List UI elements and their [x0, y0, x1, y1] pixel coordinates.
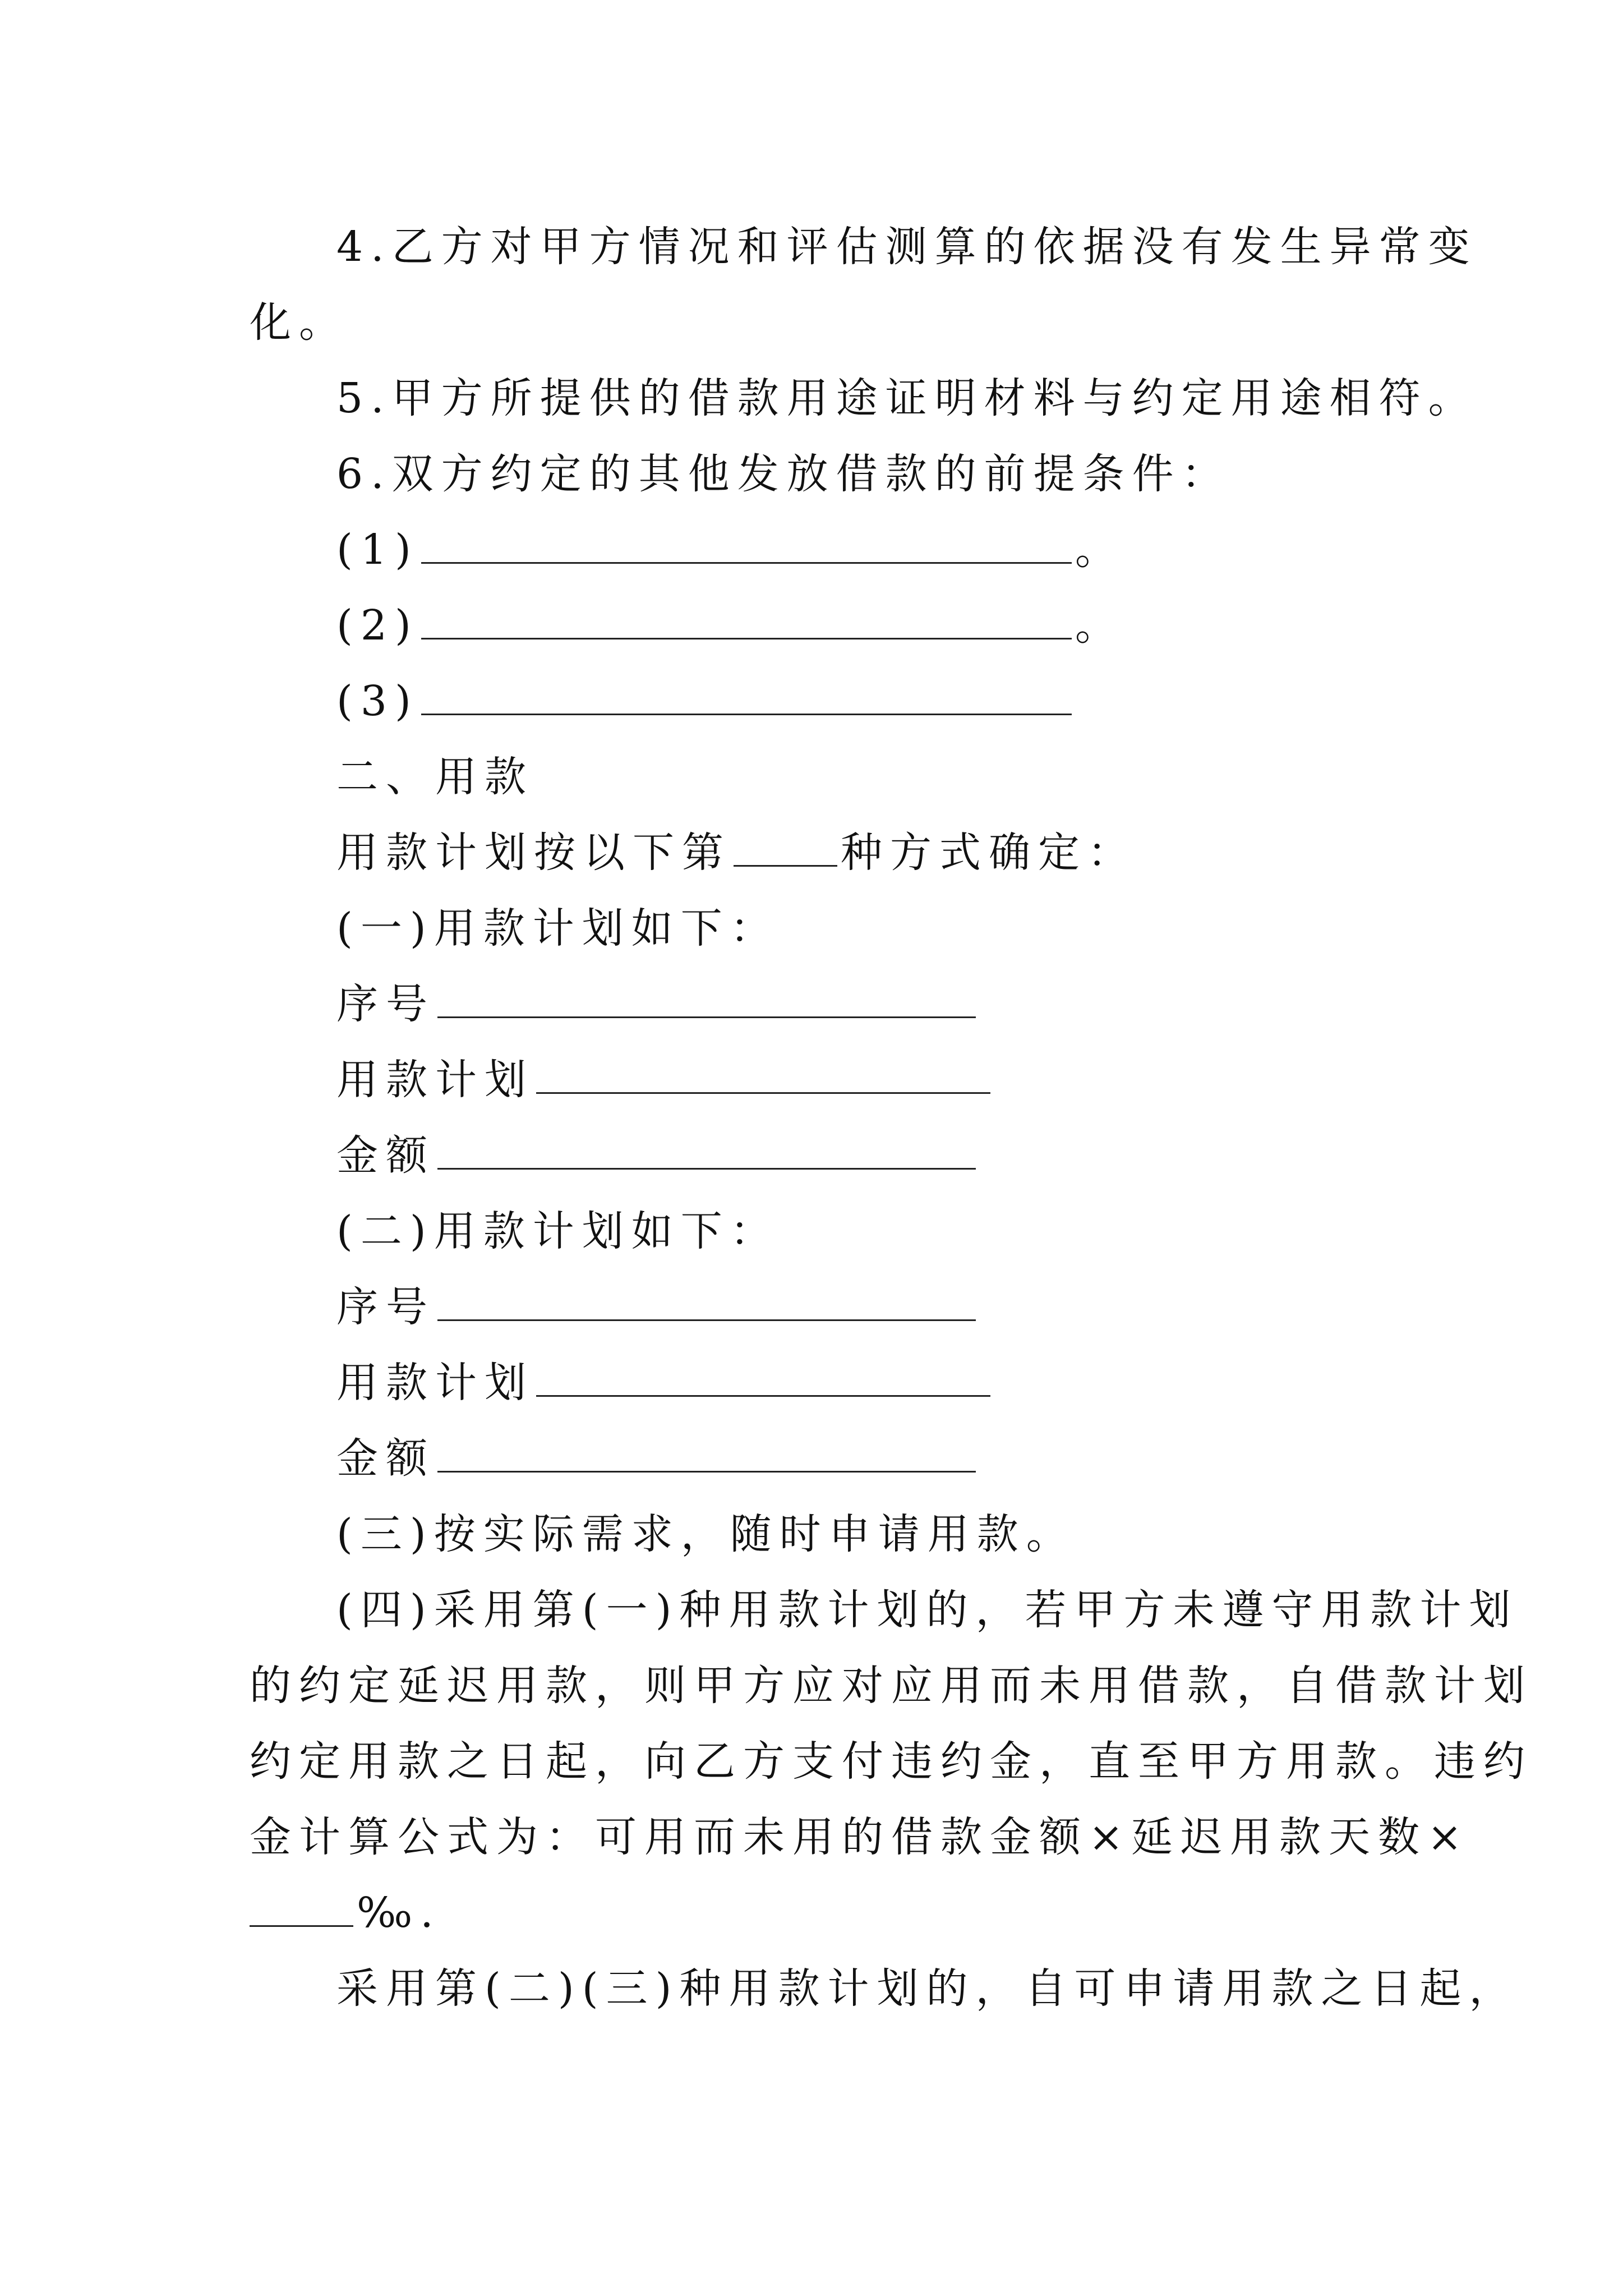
p5-line-1 [0, 1955, 1623, 2022]
p4-text-4: 金计算公式为：可用而未用的借款金额×延迟用款天数× [250, 1813, 1470, 1861]
plan-intro-a: 用款计划按以下第 [336, 829, 731, 877]
condition-1-label: (1) [336, 526, 419, 574]
condition-1-blank[interactable] [421, 518, 1072, 564]
p4-line-5 [0, 1879, 1623, 1947]
item6-text: 6.双方约定的其他发放借款的前提条件： [336, 450, 1231, 498]
plan1-title: (一)用款计划如下： [336, 904, 780, 953]
plan1-plan-label: 用款计划 [336, 1056, 534, 1104]
p4-line-4 [0, 1803, 1623, 1871]
p4-text-5-end: ‰. [357, 1889, 441, 1937]
condition-2-end: 。 [1075, 601, 1124, 650]
plan1-plan-blank[interactable] [536, 1048, 990, 1094]
condition-2-blank[interactable] [421, 594, 1072, 639]
p4-text-2: 的约定延迟用款，则甲方应对应用而未用借款，自借款计划 [250, 1662, 1533, 1710]
p5-text-1: 采用第(二)(三)种用款计划的，自可申请用款之日起， [336, 1964, 1519, 2013]
paragraph-item4-line2 [0, 289, 1623, 356]
plan-method-blank[interactable] [734, 821, 837, 867]
condition-3-blank[interactable] [421, 670, 1072, 715]
plan1-amount-label: 金额 [336, 1131, 435, 1180]
plan2-amount-line [0, 1425, 1623, 1492]
item4-text-line1: 4.乙方对甲方情况和评估测算的依据没有发生异常变 [336, 223, 1478, 271]
condition-3-label: (3) [336, 677, 419, 725]
plan1-title-line [0, 895, 1623, 962]
plan2-amount-label: 金额 [336, 1434, 435, 1483]
plan2-plan-blank[interactable] [536, 1351, 990, 1397]
item5-text: 5.甲方所提供的借款用途证明材料与约定用途相符。 [336, 374, 1478, 422]
p4-line-3 [0, 1728, 1623, 1795]
paragraph-item5 [0, 365, 1623, 432]
condition-line-2 [0, 592, 1623, 659]
section-heading [0, 743, 1623, 811]
plan2-plan-line [0, 1349, 1623, 1416]
condition-2-label: (2) [336, 601, 419, 650]
p4-line-2 [0, 1652, 1623, 1719]
paragraph-item4-line1 [0, 213, 1478, 280]
plan2-seq-blank[interactable] [437, 1276, 976, 1321]
plan3-line [0, 1501, 1623, 1568]
plan3-text: (三)按实际需求，随时申请用款。 [336, 1510, 1076, 1558]
condition-1-end: 。 [1075, 526, 1124, 574]
penalty-rate-blank[interactable] [250, 1881, 353, 1927]
item4-text-line2: 化。 [250, 298, 348, 347]
plan2-seq-line [0, 1273, 1623, 1341]
p4-line-1 [0, 1576, 1623, 1644]
plan1-amount-line [0, 1122, 1623, 1189]
plan-intro-line [0, 819, 1623, 886]
plan1-seq-blank[interactable] [437, 973, 976, 1018]
plan2-amount-blank[interactable] [437, 1427, 976, 1473]
p4-text-3: 约定用款之日起，向乙方支付违约金，直至甲方用款。违约 [250, 1737, 1533, 1786]
plan2-title-line [0, 1198, 1623, 1265]
plan1-amount-blank[interactable] [437, 1124, 976, 1170]
section-2-heading: 二、用款 [336, 753, 534, 801]
plan2-plan-label: 用款计划 [336, 1359, 534, 1407]
plan1-plan-line [0, 1046, 1623, 1114]
paragraph-item6 [0, 440, 1623, 508]
plan2-title: (二)用款计划如下： [336, 1207, 780, 1255]
p4-text-1: (四)采用第(一)种用款计划的，若甲方未遵守用款计划 [336, 1586, 1519, 1634]
condition-line-3 [0, 668, 1623, 735]
plan1-seq-label: 序号 [336, 980, 435, 1028]
plan1-seq-line [0, 970, 1623, 1038]
plan2-seq-label: 序号 [336, 1283, 435, 1331]
condition-line-1 [0, 516, 1623, 583]
plan-intro-b: 种方式确定： [841, 829, 1137, 877]
